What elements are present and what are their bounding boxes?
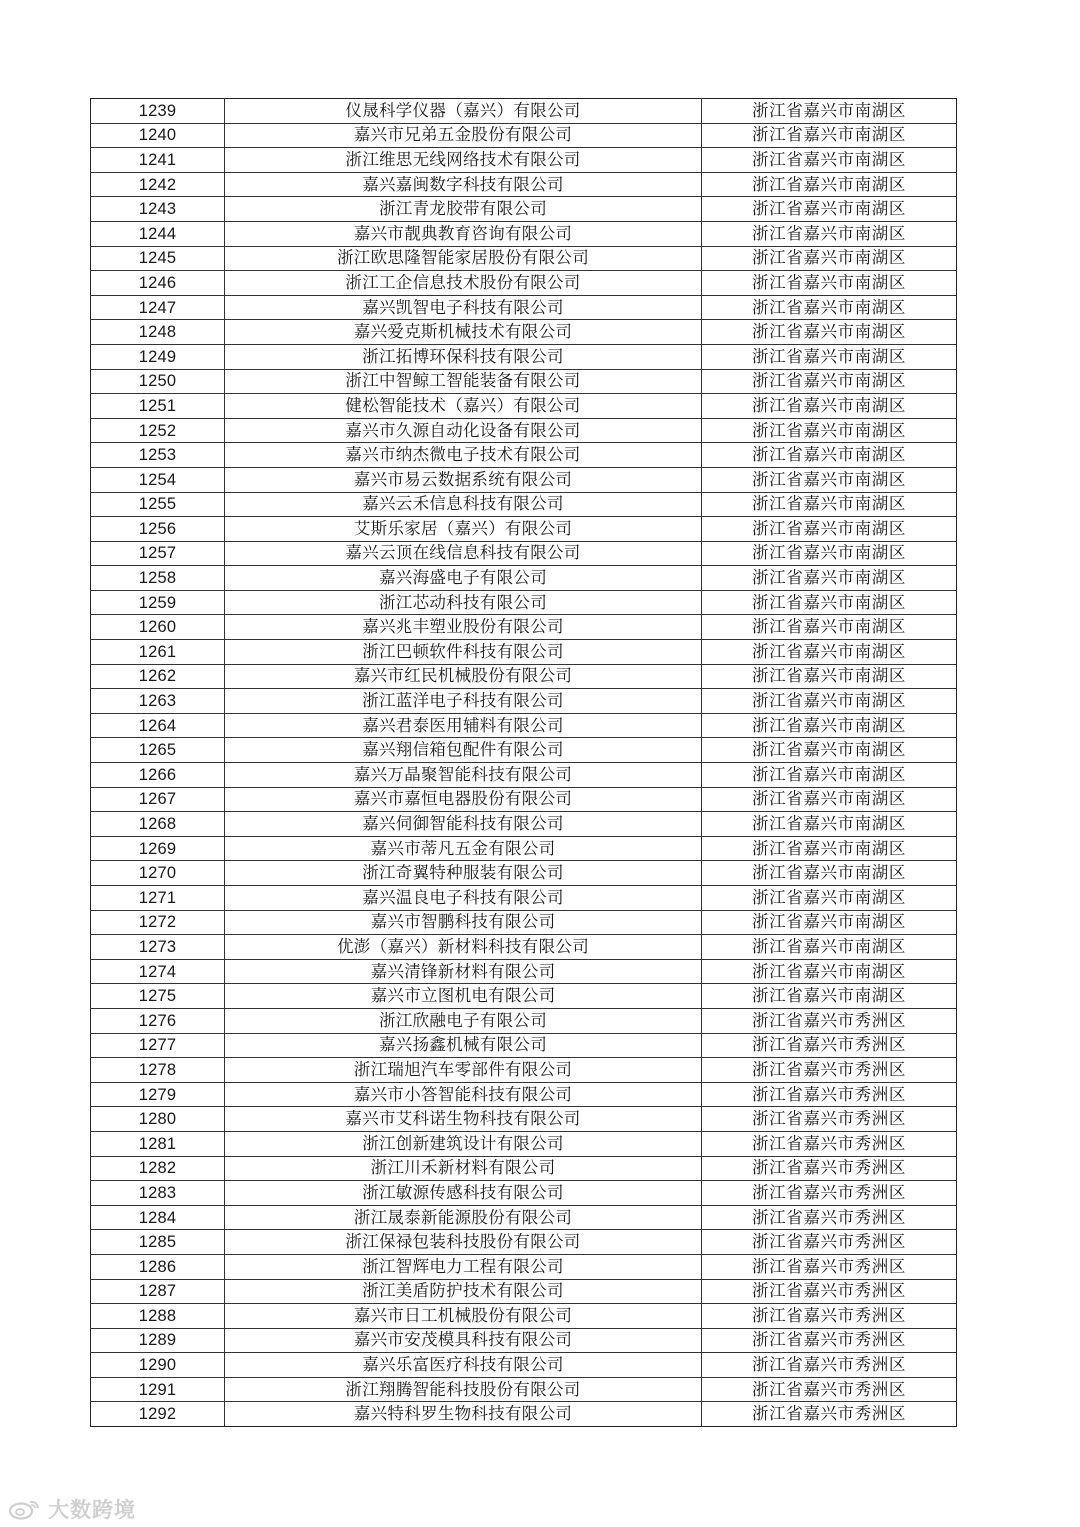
company-name: 嘉兴市红民机械股份有限公司	[225, 664, 702, 689]
company-name: 嘉兴市艾科诺生物科技有限公司	[225, 1107, 702, 1132]
company-name: 嘉兴市日工机械股份有限公司	[225, 1304, 702, 1329]
row-number: 1248	[91, 320, 225, 345]
table-row	[91, 763, 957, 788]
table-row	[91, 1058, 957, 1083]
company-name: 浙江芯动科技有限公司	[225, 590, 702, 615]
table-row	[91, 1107, 957, 1132]
row-number: 1241	[91, 148, 225, 173]
table-row	[91, 861, 957, 886]
company-region: 浙江省嘉兴市南湖区	[702, 984, 957, 1009]
company-name: 浙江青龙胶带有限公司	[225, 197, 702, 222]
company-name: 嘉兴爱克斯机械技术有限公司	[225, 320, 702, 345]
company-region: 浙江省嘉兴市南湖区	[702, 886, 957, 911]
table-row	[91, 566, 957, 591]
company-name: 嘉兴市安茂模具科技有限公司	[225, 1328, 702, 1353]
table-row	[91, 836, 957, 861]
company-name: 浙江保禄包装科技股份有限公司	[225, 1230, 702, 1255]
company-name: 嘉兴扬鑫机械有限公司	[225, 1033, 702, 1058]
company-name: 嘉兴云顶在线信息科技有限公司	[225, 541, 702, 566]
table-row	[91, 615, 957, 640]
company-region: 浙江省嘉兴市南湖区	[702, 787, 957, 812]
table-row	[91, 197, 957, 222]
table-row	[91, 99, 957, 124]
row-number: 1272	[91, 910, 225, 935]
table-row	[91, 221, 957, 246]
company-name: 嘉兴市嘉恒电器股份有限公司	[225, 787, 702, 812]
company-region: 浙江省嘉兴市秀洲区	[702, 1058, 957, 1083]
company-name: 嘉兴温良电子科技有限公司	[225, 886, 702, 911]
row-number: 1268	[91, 812, 225, 837]
table-row	[91, 295, 957, 320]
company-name: 嘉兴万晶聚智能科技有限公司	[225, 763, 702, 788]
table-row	[91, 1353, 957, 1378]
company-region: 浙江省嘉兴市南湖区	[702, 99, 957, 124]
company-region: 浙江省嘉兴市南湖区	[702, 910, 957, 935]
table-row	[91, 713, 957, 738]
company-region: 浙江省嘉兴市秀洲区	[702, 1181, 957, 1206]
row-number: 1243	[91, 197, 225, 222]
row-number: 1260	[91, 615, 225, 640]
table-row	[91, 246, 957, 271]
table-row	[91, 492, 957, 517]
company-name: 浙江奇翼特种服装有限公司	[225, 861, 702, 886]
company-region: 浙江省嘉兴市南湖区	[702, 541, 957, 566]
table-row	[91, 689, 957, 714]
table-row	[91, 1181, 957, 1206]
company-name: 嘉兴市纳杰微电子技术有限公司	[225, 443, 702, 468]
table-row	[91, 787, 957, 812]
company-name: 嘉兴市兄弟五金股份有限公司	[225, 123, 702, 148]
row-number: 1242	[91, 172, 225, 197]
company-region: 浙江省嘉兴市南湖区	[702, 320, 957, 345]
company-region: 浙江省嘉兴市南湖区	[702, 492, 957, 517]
company-region: 浙江省嘉兴市南湖区	[702, 959, 957, 984]
company-name: 浙江欧思隆智能家居股份有限公司	[225, 246, 702, 271]
company-name: 浙江敏源传感科技有限公司	[225, 1181, 702, 1206]
company-region: 浙江省嘉兴市南湖区	[702, 812, 957, 837]
company-name: 嘉兴海盛电子有限公司	[225, 566, 702, 591]
row-number: 1283	[91, 1181, 225, 1206]
row-number: 1244	[91, 221, 225, 246]
company-region: 浙江省嘉兴市南湖区	[702, 689, 957, 714]
table-body	[91, 99, 957, 1427]
company-name: 嘉兴市靓典教育咨询有限公司	[225, 221, 702, 246]
row-number: 1256	[91, 517, 225, 542]
row-number: 1277	[91, 1033, 225, 1058]
table-row	[91, 369, 957, 394]
company-region: 浙江省嘉兴市南湖区	[702, 394, 957, 419]
table-row	[91, 320, 957, 345]
company-region: 浙江省嘉兴市秀洲区	[702, 1156, 957, 1181]
table-row	[91, 1328, 957, 1353]
company-region: 浙江省嘉兴市南湖区	[702, 664, 957, 689]
row-number: 1278	[91, 1058, 225, 1083]
row-number: 1282	[91, 1156, 225, 1181]
row-number: 1266	[91, 763, 225, 788]
company-name: 优澎（嘉兴）新材料科技有限公司	[225, 935, 702, 960]
company-name: 浙江维思无线网络技术有限公司	[225, 148, 702, 173]
company-region: 浙江省嘉兴市南湖区	[702, 861, 957, 886]
watermark-text: 大数跨境	[48, 1498, 136, 1522]
company-region: 浙江省嘉兴市南湖区	[702, 123, 957, 148]
company-region: 浙江省嘉兴市南湖区	[702, 344, 957, 369]
row-number: 1290	[91, 1353, 225, 1378]
row-number: 1285	[91, 1230, 225, 1255]
table-row	[91, 517, 957, 542]
weibo-logo-icon	[8, 1498, 42, 1520]
company-region: 浙江省嘉兴市秀洲区	[702, 1008, 957, 1033]
company-region: 浙江省嘉兴市南湖区	[702, 369, 957, 394]
company-name: 浙江翔腾智能科技股份有限公司	[225, 1377, 702, 1402]
table-row	[91, 738, 957, 763]
table-row	[91, 1131, 957, 1156]
table-row	[91, 1254, 957, 1279]
row-number: 1264	[91, 713, 225, 738]
company-region: 浙江省嘉兴市南湖区	[702, 295, 957, 320]
row-number: 1263	[91, 689, 225, 714]
row-number: 1249	[91, 344, 225, 369]
table-row	[91, 394, 957, 419]
company-region: 浙江省嘉兴市秀洲区	[702, 1082, 957, 1107]
company-name: 浙江中智鲸工智能装备有限公司	[225, 369, 702, 394]
table-row	[91, 1402, 957, 1427]
table-row	[91, 1082, 957, 1107]
company-region: 浙江省嘉兴市秀洲区	[702, 1131, 957, 1156]
company-name: 浙江蓝洋电子科技有限公司	[225, 689, 702, 714]
table-row	[91, 443, 957, 468]
row-number: 1275	[91, 984, 225, 1009]
company-name: 嘉兴市小答智能科技有限公司	[225, 1082, 702, 1107]
company-name: 嘉兴云禾信息科技有限公司	[225, 492, 702, 517]
row-number: 1276	[91, 1008, 225, 1033]
row-number: 1251	[91, 394, 225, 419]
company-region: 浙江省嘉兴市南湖区	[702, 172, 957, 197]
company-region: 浙江省嘉兴市南湖区	[702, 467, 957, 492]
company-name: 嘉兴市蒂凡五金有限公司	[225, 836, 702, 861]
table-row	[91, 1377, 957, 1402]
row-number: 1286	[91, 1254, 225, 1279]
table-row	[91, 910, 957, 935]
company-region: 浙江省嘉兴市秀洲区	[702, 1304, 957, 1329]
watermark	[8, 1494, 136, 1524]
company-region: 浙江省嘉兴市南湖区	[702, 566, 957, 591]
company-name: 浙江创新建筑设计有限公司	[225, 1131, 702, 1156]
table-row	[91, 1033, 957, 1058]
company-name: 嘉兴凯智电子科技有限公司	[225, 295, 702, 320]
company-region: 浙江省嘉兴市秀洲区	[702, 1107, 957, 1132]
table-row	[91, 123, 957, 148]
company-region: 浙江省嘉兴市南湖区	[702, 615, 957, 640]
row-number: 1279	[91, 1082, 225, 1107]
table-row	[91, 959, 957, 984]
company-region: 浙江省嘉兴市秀洲区	[702, 1402, 957, 1427]
company-region: 浙江省嘉兴市秀洲区	[702, 1377, 957, 1402]
company-region: 浙江省嘉兴市南湖区	[702, 640, 957, 665]
company-region: 浙江省嘉兴市南湖区	[702, 271, 957, 296]
company-region: 浙江省嘉兴市南湖区	[702, 517, 957, 542]
company-region: 浙江省嘉兴市南湖区	[702, 935, 957, 960]
table-row	[91, 640, 957, 665]
row-number: 1280	[91, 1107, 225, 1132]
company-region: 浙江省嘉兴市南湖区	[702, 221, 957, 246]
company-region: 浙江省嘉兴市南湖区	[702, 148, 957, 173]
company-region: 浙江省嘉兴市南湖区	[702, 836, 957, 861]
company-name: 浙江工企信息技术股份有限公司	[225, 271, 702, 296]
company-name: 艾斯乐家居（嘉兴）有限公司	[225, 517, 702, 542]
table-row	[91, 418, 957, 443]
row-number: 1271	[91, 886, 225, 911]
table-row	[91, 172, 957, 197]
row-number: 1257	[91, 541, 225, 566]
company-region: 浙江省嘉兴市南湖区	[702, 590, 957, 615]
row-number: 1245	[91, 246, 225, 271]
table-row	[91, 1304, 957, 1329]
row-number: 1274	[91, 959, 225, 984]
company-name: 浙江欣融电子有限公司	[225, 1008, 702, 1033]
row-number: 1258	[91, 566, 225, 591]
company-name: 嘉兴市易云数据系统有限公司	[225, 467, 702, 492]
table-row	[91, 541, 957, 566]
company-region: 浙江省嘉兴市秀洲区	[702, 1254, 957, 1279]
row-number: 1288	[91, 1304, 225, 1329]
company-region: 浙江省嘉兴市南湖区	[702, 763, 957, 788]
company-name: 嘉兴翔信箱包配件有限公司	[225, 738, 702, 763]
company-region: 浙江省嘉兴市秀洲区	[702, 1279, 957, 1304]
company-region: 浙江省嘉兴市南湖区	[702, 713, 957, 738]
company-name: 嘉兴特科罗生物科技有限公司	[225, 1402, 702, 1427]
company-region: 浙江省嘉兴市南湖区	[702, 246, 957, 271]
row-number: 1259	[91, 590, 225, 615]
row-number: 1261	[91, 640, 225, 665]
table-row	[91, 590, 957, 615]
table-row	[91, 664, 957, 689]
table-row	[91, 148, 957, 173]
row-number: 1239	[91, 99, 225, 124]
company-name: 浙江晟泰新能源股份有限公司	[225, 1205, 702, 1230]
table-row	[91, 1156, 957, 1181]
company-name: 仪晟科学仪器（嘉兴）有限公司	[225, 99, 702, 124]
row-number: 1253	[91, 443, 225, 468]
company-region: 浙江省嘉兴市南湖区	[702, 443, 957, 468]
row-number: 1281	[91, 1131, 225, 1156]
company-region: 浙江省嘉兴市秀洲区	[702, 1353, 957, 1378]
row-number: 1284	[91, 1205, 225, 1230]
row-number: 1240	[91, 123, 225, 148]
company-name: 嘉兴清锋新材料有限公司	[225, 959, 702, 984]
table-row	[91, 1230, 957, 1255]
row-number: 1255	[91, 492, 225, 517]
company-name: 嘉兴市久源自动化设备有限公司	[225, 418, 702, 443]
company-name: 浙江巴顿软件科技有限公司	[225, 640, 702, 665]
company-name: 嘉兴乐富医疗科技有限公司	[225, 1353, 702, 1378]
company-name: 浙江瑞旭汽车零部件有限公司	[225, 1058, 702, 1083]
row-number: 1292	[91, 1402, 225, 1427]
table-row	[91, 344, 957, 369]
company-region: 浙江省嘉兴市秀洲区	[702, 1230, 957, 1255]
table-row	[91, 271, 957, 296]
row-number: 1250	[91, 369, 225, 394]
company-region: 浙江省嘉兴市南湖区	[702, 738, 957, 763]
company-name: 浙江拓博环保科技有限公司	[225, 344, 702, 369]
company-name: 浙江川禾新材料有限公司	[225, 1156, 702, 1181]
row-number: 1267	[91, 787, 225, 812]
company-region: 浙江省嘉兴市秀洲区	[702, 1033, 957, 1058]
table-row	[91, 984, 957, 1009]
company-region: 浙江省嘉兴市秀洲区	[702, 1205, 957, 1230]
company-name: 嘉兴君泰医用辅料有限公司	[225, 713, 702, 738]
row-number: 1270	[91, 861, 225, 886]
row-number: 1273	[91, 935, 225, 960]
company-name: 嘉兴伺御智能科技有限公司	[225, 812, 702, 837]
company-name: 健松智能技术（嘉兴）有限公司	[225, 394, 702, 419]
company-name: 嘉兴市立图机电有限公司	[225, 984, 702, 1009]
table-row	[91, 1205, 957, 1230]
company-name: 嘉兴市智鹏科技有限公司	[225, 910, 702, 935]
company-region: 浙江省嘉兴市南湖区	[702, 418, 957, 443]
row-number: 1254	[91, 467, 225, 492]
row-number: 1246	[91, 271, 225, 296]
row-number: 1262	[91, 664, 225, 689]
row-number: 1291	[91, 1377, 225, 1402]
table-row	[91, 467, 957, 492]
table-row	[91, 1008, 957, 1033]
table-row	[91, 886, 957, 911]
company-name: 浙江美盾防护技术有限公司	[225, 1279, 702, 1304]
row-number: 1269	[91, 836, 225, 861]
row-number: 1265	[91, 738, 225, 763]
company-name: 浙江智辉电力工程有限公司	[225, 1254, 702, 1279]
row-number: 1252	[91, 418, 225, 443]
table-row	[91, 935, 957, 960]
row-number: 1287	[91, 1279, 225, 1304]
row-number: 1289	[91, 1328, 225, 1353]
row-number: 1247	[91, 295, 225, 320]
company-list-table	[90, 98, 957, 1427]
company-name: 嘉兴嘉闽数字科技有限公司	[225, 172, 702, 197]
company-name: 嘉兴兆丰塑业股份有限公司	[225, 615, 702, 640]
company-region: 浙江省嘉兴市秀洲区	[702, 1328, 957, 1353]
company-region: 浙江省嘉兴市南湖区	[702, 197, 957, 222]
table-row	[91, 1279, 957, 1304]
table-row	[91, 812, 957, 837]
